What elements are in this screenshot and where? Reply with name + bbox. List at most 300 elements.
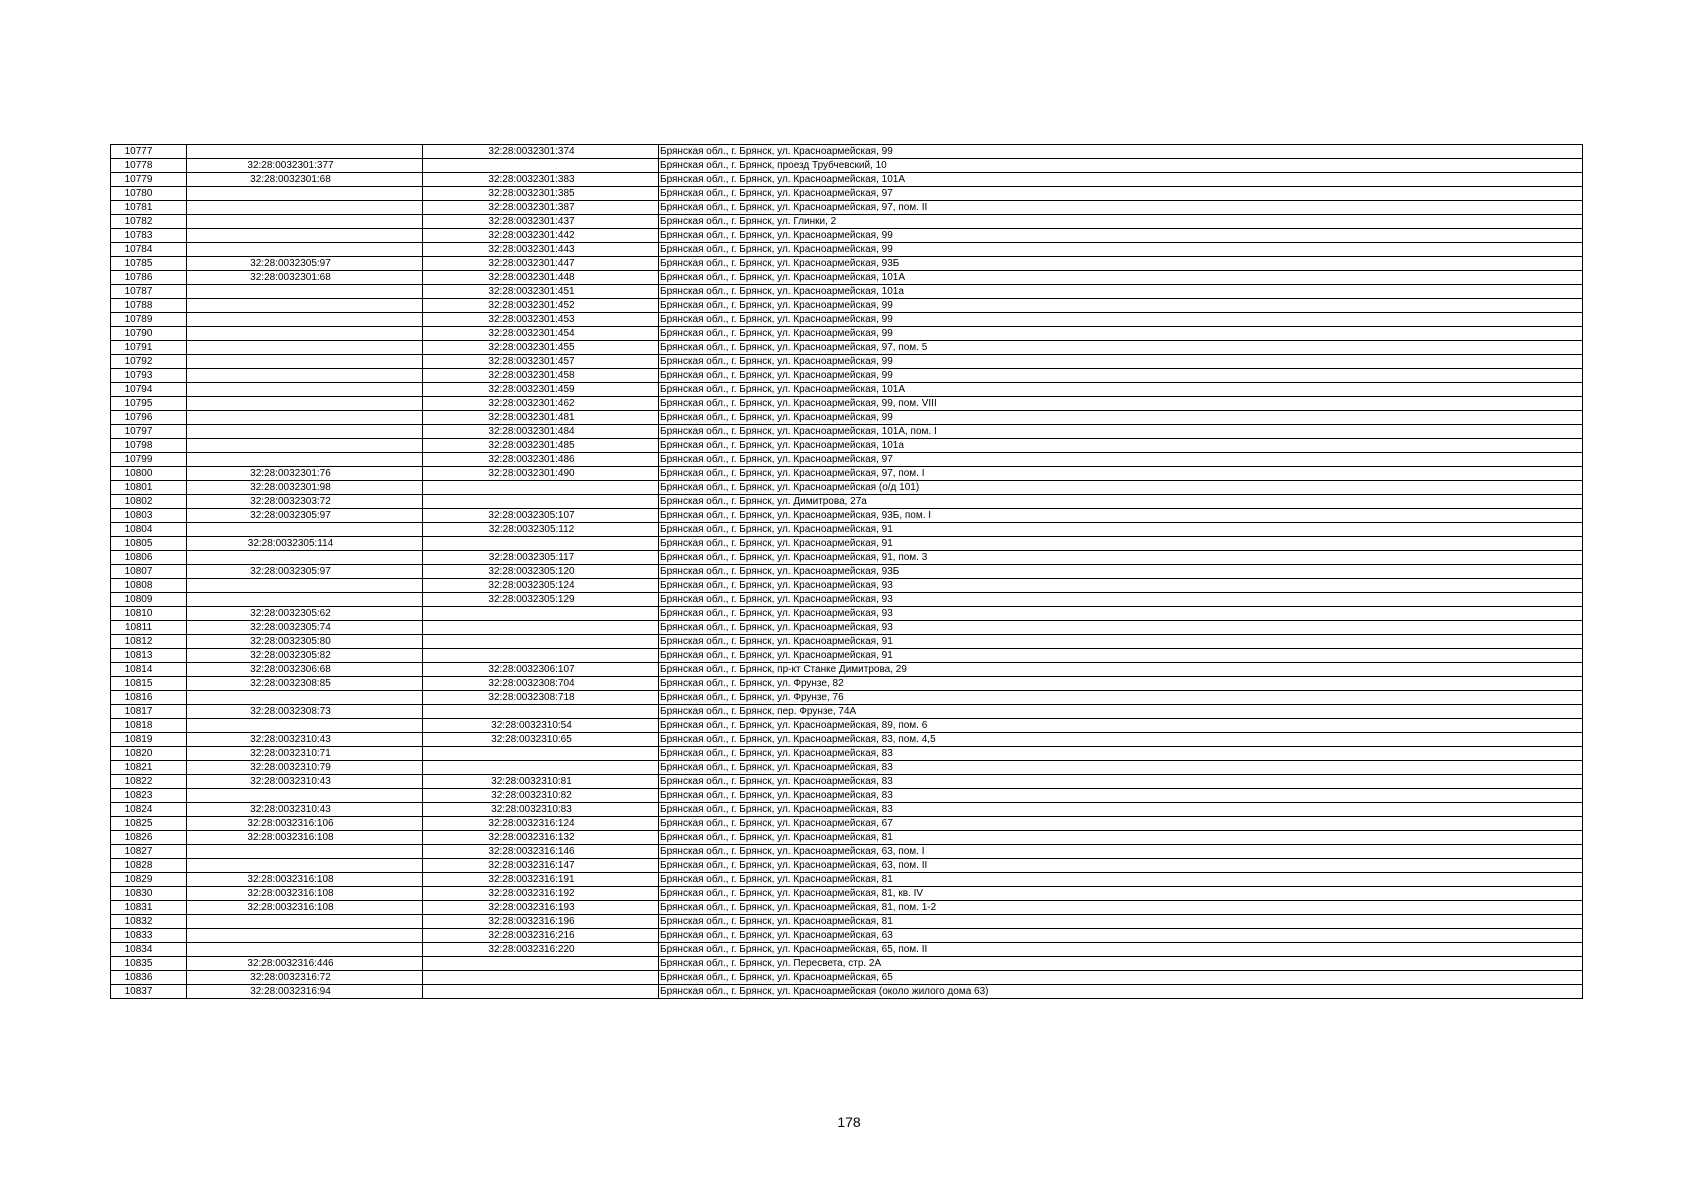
cadastral-number-cell: 32:28:0032316:216 xyxy=(423,929,659,943)
parent-cadastral-number-cell: 32:28:0032310:43 xyxy=(187,803,423,817)
row-number-cell: 10792 xyxy=(111,355,187,369)
address-cell: Брянская обл., г. Брянск, ул. Красноармейская, 97 xyxy=(659,187,1583,201)
cadastral-number-cell: 32:28:0032305:112 xyxy=(423,523,659,537)
address-cell: Брянская обл., г. Брянск, проезд Трубчевский, 10 xyxy=(659,159,1583,173)
cadastral-number-cell: 32:28:0032316:193 xyxy=(423,901,659,915)
cadastral-number-cell: 32:28:0032316:191 xyxy=(423,873,659,887)
address-cell: Брянская обл., г. Брянск, ул. Красноармейская, 81 xyxy=(659,831,1583,845)
parent-cadastral-number-cell: 32:28:0032316:108 xyxy=(187,887,423,901)
address-cell: Брянская обл., г. Брянск, ул. Красноармейская, 83 xyxy=(659,803,1583,817)
row-number-cell: 10810 xyxy=(111,607,187,621)
row-number-cell: 10801 xyxy=(111,481,187,495)
parent-cadastral-number-cell xyxy=(187,551,423,565)
table-row xyxy=(111,411,1583,425)
table-row xyxy=(111,467,1583,481)
address-cell: Брянская обл., г. Брянск, ул. Красноармейская, 93 xyxy=(659,607,1583,621)
address-cell: Брянская обл., г. Брянск, ул. Глинки, 2 xyxy=(659,215,1583,229)
row-number-cell: 10785 xyxy=(111,257,187,271)
parent-cadastral-number-cell xyxy=(187,453,423,467)
address-cell: Брянская обл., г. Брянск, ул. Красноармейская, 97, пом. I xyxy=(659,467,1583,481)
address-cell: Брянская обл., г. Брянск, пер. Фрунзе, 74А xyxy=(659,705,1583,719)
row-number-cell: 10800 xyxy=(111,467,187,481)
table-row xyxy=(111,229,1583,243)
cadastral-number-cell: 32:28:0032305:124 xyxy=(423,579,659,593)
address-cell: Брянская обл., г. Брянск, ул. Красноармейская, 99 xyxy=(659,369,1583,383)
table-row xyxy=(111,761,1583,775)
address-cell: Брянская обл., г. Брянск, ул. Красноармейская, 65 xyxy=(659,971,1583,985)
cadastral-number-cell: 32:28:0032301:385 xyxy=(423,187,659,201)
row-number-cell: 10808 xyxy=(111,579,187,593)
parent-cadastral-number-cell xyxy=(187,201,423,215)
address-cell: Брянская обл., г. Брянск, ул. Красноармейская, 99 xyxy=(659,299,1583,313)
table-row xyxy=(111,733,1583,747)
row-number-cell: 10817 xyxy=(111,705,187,719)
row-number-cell: 10778 xyxy=(111,159,187,173)
row-number-cell: 10798 xyxy=(111,439,187,453)
table-row xyxy=(111,173,1583,187)
cadastral-number-cell: 32:28:0032305:117 xyxy=(423,551,659,565)
cadastral-number-cell: 32:28:0032301:484 xyxy=(423,425,659,439)
cadastral-number-cell: 32:28:0032301:485 xyxy=(423,439,659,453)
row-number-cell: 10809 xyxy=(111,593,187,607)
table-row xyxy=(111,537,1583,551)
address-cell: Брянская обл., г. Брянск, ул. Красноармейская, 99 xyxy=(659,229,1583,243)
parent-cadastral-number-cell: 32:28:0032305:97 xyxy=(187,565,423,579)
parent-cadastral-number-cell xyxy=(187,327,423,341)
row-number-cell: 10793 xyxy=(111,369,187,383)
cadastral-number-cell: 32:28:0032316:124 xyxy=(423,817,659,831)
row-number-cell: 10835 xyxy=(111,957,187,971)
cadastral-number-cell xyxy=(423,957,659,971)
row-number-cell: 10804 xyxy=(111,523,187,537)
address-cell: Брянская обл., г. Брянск, пр-кт Станке Димитрова, 29 xyxy=(659,663,1583,677)
row-number-cell: 10815 xyxy=(111,677,187,691)
parent-cadastral-number-cell: 32:28:0032305:62 xyxy=(187,607,423,621)
parent-cadastral-number-cell xyxy=(187,369,423,383)
address-cell: Брянская обл., г. Брянск, ул. Красноармейская, 93 xyxy=(659,593,1583,607)
address-cell: Брянская обл., г. Брянск, ул. Красноармейская, 91 xyxy=(659,649,1583,663)
table-row xyxy=(111,215,1583,229)
row-number-cell: 10788 xyxy=(111,299,187,313)
cadastral-number-cell: 32:28:0032305:129 xyxy=(423,593,659,607)
address-cell: Брянская обл., г. Брянск, ул. Красноармейская, 99 xyxy=(659,313,1583,327)
table-row xyxy=(111,831,1583,845)
row-number-cell: 10790 xyxy=(111,327,187,341)
row-number-cell: 10836 xyxy=(111,971,187,985)
table-row xyxy=(111,803,1583,817)
cadastral-number-cell: 32:28:0032301:481 xyxy=(423,411,659,425)
cadastral-number-cell xyxy=(423,747,659,761)
address-cell: Брянская обл., г. Брянск, ул. Красноармейская, 91, пом. 3 xyxy=(659,551,1583,565)
cadastral-number-cell: 32:28:0032301:462 xyxy=(423,397,659,411)
parent-cadastral-number-cell xyxy=(187,383,423,397)
table-row xyxy=(111,971,1583,985)
address-cell: Брянская обл., г. Брянск, ул. Красноармейская, 83, пом. 4,5 xyxy=(659,733,1583,747)
table-row xyxy=(111,187,1583,201)
table-row xyxy=(111,789,1583,803)
cadastral-number-cell: 32:28:0032301:443 xyxy=(423,243,659,257)
table-row xyxy=(111,901,1583,915)
cadastral-number-cell xyxy=(423,635,659,649)
cadastral-number-cell: 32:28:0032301:459 xyxy=(423,383,659,397)
row-number-cell: 10822 xyxy=(111,775,187,789)
table-row xyxy=(111,775,1583,789)
cadastral-number-cell: 32:28:0032310:82 xyxy=(423,789,659,803)
parent-cadastral-number-cell: 32:28:0032310:43 xyxy=(187,733,423,747)
table-row xyxy=(111,369,1583,383)
parent-cadastral-number-cell: 32:28:0032316:108 xyxy=(187,901,423,915)
parent-cadastral-number-cell: 32:28:0032308:73 xyxy=(187,705,423,719)
parent-cadastral-number-cell: 32:28:0032316:106 xyxy=(187,817,423,831)
parent-cadastral-number-cell xyxy=(187,579,423,593)
row-number-cell: 10806 xyxy=(111,551,187,565)
cadastral-number-cell: 32:28:0032301:490 xyxy=(423,467,659,481)
table-row xyxy=(111,243,1583,257)
table-row xyxy=(111,929,1583,943)
cadastral-number-cell: 32:28:0032301:453 xyxy=(423,313,659,327)
parent-cadastral-number-cell: 32:28:0032305:74 xyxy=(187,621,423,635)
cadastral-number-cell xyxy=(423,985,659,999)
address-cell: Брянская обл., г. Брянск, ул. Красноармейская, 99 xyxy=(659,243,1583,257)
table-row xyxy=(111,663,1583,677)
parent-cadastral-number-cell xyxy=(187,859,423,873)
address-cell: Брянская обл., г. Брянск, ул. Красноармейская, 91 xyxy=(659,635,1583,649)
parent-cadastral-number-cell xyxy=(187,187,423,201)
parent-cadastral-number-cell: 32:28:0032303:72 xyxy=(187,495,423,509)
table-row xyxy=(111,201,1583,215)
row-number-cell: 10837 xyxy=(111,985,187,999)
row-number-cell: 10781 xyxy=(111,201,187,215)
row-number-cell: 10824 xyxy=(111,803,187,817)
cadastral-number-cell: 32:28:0032316:196 xyxy=(423,915,659,929)
address-cell: Брянская обл., г. Брянск, ул. Красноармейская, 83 xyxy=(659,747,1583,761)
parent-cadastral-number-cell xyxy=(187,943,423,957)
table-row xyxy=(111,747,1583,761)
row-number-cell: 10777 xyxy=(111,145,187,159)
cadastral-number-cell: 32:28:0032316:192 xyxy=(423,887,659,901)
cadastral-number-cell: 32:28:0032301:458 xyxy=(423,369,659,383)
parent-cadastral-number-cell: 32:28:0032305:80 xyxy=(187,635,423,649)
address-cell: Брянская обл., г. Брянск, ул. Красноармейская, 93Б xyxy=(659,257,1583,271)
row-number-cell: 10831 xyxy=(111,901,187,915)
parent-cadastral-number-cell: 32:28:0032316:108 xyxy=(187,831,423,845)
cadastral-number-cell: 32:28:0032306:107 xyxy=(423,663,659,677)
parent-cadastral-number-cell: 32:28:0032316:446 xyxy=(187,957,423,971)
table-row xyxy=(111,957,1583,971)
parent-cadastral-number-cell xyxy=(187,593,423,607)
table-row xyxy=(111,509,1583,523)
parent-cadastral-number-cell xyxy=(187,145,423,159)
parent-cadastral-number-cell xyxy=(187,299,423,313)
row-number-cell: 10830 xyxy=(111,887,187,901)
row-number-cell: 10820 xyxy=(111,747,187,761)
cadastral-number-cell: 32:28:0032305:107 xyxy=(423,509,659,523)
table-row xyxy=(111,915,1583,929)
row-number-cell: 10813 xyxy=(111,649,187,663)
row-number-cell: 10799 xyxy=(111,453,187,467)
parent-cadastral-number-cell xyxy=(187,313,423,327)
table-row xyxy=(111,439,1583,453)
parent-cadastral-number-cell xyxy=(187,229,423,243)
row-number-cell: 10805 xyxy=(111,537,187,551)
parent-cadastral-number-cell xyxy=(187,341,423,355)
cadastral-number-cell: 32:28:0032316:132 xyxy=(423,831,659,845)
address-cell: Брянская обл., г. Брянск, ул. Красноармейская (около жилого дома 63) xyxy=(659,985,1583,999)
cadastral-number-cell: 32:28:0032310:81 xyxy=(423,775,659,789)
cadastral-number-cell xyxy=(423,495,659,509)
table-row xyxy=(111,453,1583,467)
parent-cadastral-number-cell: 32:28:0032305:114 xyxy=(187,537,423,551)
parent-cadastral-number-cell: 32:28:0032308:85 xyxy=(187,677,423,691)
address-cell: Брянская обл., г. Брянск, ул. Пересвета, стр. 2А xyxy=(659,957,1583,971)
parent-cadastral-number-cell xyxy=(187,789,423,803)
table-row xyxy=(111,355,1583,369)
address-cell: Брянская обл., г. Брянск, ул. Красноармейская, 97, пом. II xyxy=(659,201,1583,215)
row-number-cell: 10787 xyxy=(111,285,187,299)
cadastral-number-cell: 32:28:0032301:437 xyxy=(423,215,659,229)
cadastral-number-cell xyxy=(423,621,659,635)
cadastral-number-cell xyxy=(423,159,659,173)
address-cell: Брянская обл., г. Брянск, ул. Красноармейская, 65, пом. II xyxy=(659,943,1583,957)
cadastral-number-cell xyxy=(423,649,659,663)
parent-cadastral-number-cell xyxy=(187,215,423,229)
cadastral-number-cell: 32:28:0032310:65 xyxy=(423,733,659,747)
address-cell: Брянская обл., г. Брянск, ул. Красноармейская, 101а xyxy=(659,439,1583,453)
table-row xyxy=(111,649,1583,663)
parent-cadastral-number-cell xyxy=(187,439,423,453)
address-cell: Брянская обл., г. Брянск, ул. Красноармейская, 81, пом. 1-2 xyxy=(659,901,1583,915)
table-row xyxy=(111,635,1583,649)
cadastral-number-cell: 32:28:0032301:454 xyxy=(423,327,659,341)
row-number-cell: 10811 xyxy=(111,621,187,635)
address-cell: Брянская обл., г. Брянск, ул. Красноармейская, 97 xyxy=(659,453,1583,467)
row-number-cell: 10832 xyxy=(111,915,187,929)
cadastral-number-cell: 32:28:0032316:146 xyxy=(423,845,659,859)
row-number-cell: 10784 xyxy=(111,243,187,257)
cadastral-number-cell xyxy=(423,971,659,985)
address-cell: Брянская обл., г. Брянск, ул. Красноармейская, 89, пом. 6 xyxy=(659,719,1583,733)
address-cell: Брянская обл., г. Брянск, ул. Красноармейская, 99 xyxy=(659,145,1583,159)
table-row xyxy=(111,859,1583,873)
table-row xyxy=(111,425,1583,439)
parent-cadastral-number-cell xyxy=(187,411,423,425)
table-row xyxy=(111,341,1583,355)
table-row xyxy=(111,383,1583,397)
page-number: 178 xyxy=(837,1114,861,1130)
table-row xyxy=(111,271,1583,285)
parent-cadastral-number-cell: 32:28:0032305:97 xyxy=(187,257,423,271)
table-row xyxy=(111,257,1583,271)
parent-cadastral-number-cell: 32:28:0032305:97 xyxy=(187,509,423,523)
parent-cadastral-number-cell xyxy=(187,915,423,929)
row-number-cell: 10823 xyxy=(111,789,187,803)
data-table xyxy=(110,144,1583,999)
address-cell: Брянская обл., г. Брянск, ул. Красноармейская, 99 xyxy=(659,327,1583,341)
parent-cadastral-number-cell xyxy=(187,397,423,411)
parent-cadastral-number-cell xyxy=(187,691,423,705)
cadastral-number-cell: 32:28:0032301:448 xyxy=(423,271,659,285)
address-cell: Брянская обл., г. Брянск, ул. Красноармейская, 63, пом. II xyxy=(659,859,1583,873)
table-row xyxy=(111,565,1583,579)
table-row xyxy=(111,719,1583,733)
table-row xyxy=(111,481,1583,495)
address-cell: Брянская обл., г. Брянск, ул. Красноармейская, 91 xyxy=(659,523,1583,537)
row-number-cell: 10803 xyxy=(111,509,187,523)
address-cell: Брянская обл., г. Брянск, ул. Красноармейская, 81 xyxy=(659,915,1583,929)
address-cell: Брянская обл., г. Брянск, ул. Красноармейская, 83 xyxy=(659,789,1583,803)
row-number-cell: 10812 xyxy=(111,635,187,649)
address-cell: Брянская обл., г. Брянск, ул. Красноармейская, 83 xyxy=(659,761,1583,775)
table-row xyxy=(111,579,1583,593)
table-row xyxy=(111,691,1583,705)
row-number-cell: 10795 xyxy=(111,397,187,411)
row-number-cell: 10783 xyxy=(111,229,187,243)
row-number-cell: 10791 xyxy=(111,341,187,355)
cadastral-number-cell: 32:28:0032301:486 xyxy=(423,453,659,467)
address-cell: Брянская обл., г. Брянск, ул. Красноармейская, 99 xyxy=(659,355,1583,369)
table-row xyxy=(111,607,1583,621)
parent-cadastral-number-cell: 32:28:0032310:79 xyxy=(187,761,423,775)
parent-cadastral-number-cell: 32:28:0032306:68 xyxy=(187,663,423,677)
parent-cadastral-number-cell xyxy=(187,285,423,299)
address-cell: Брянская обл., г. Брянск, ул. Фрунзе, 76 xyxy=(659,691,1583,705)
address-cell: Брянская обл., г. Брянск, ул. Красноармейская, 63, пом. I xyxy=(659,845,1583,859)
row-number-cell: 10827 xyxy=(111,845,187,859)
row-number-cell: 10825 xyxy=(111,817,187,831)
address-cell: Брянская обл., г. Брянск, ул. Красноармейская, 93Б, пом. I xyxy=(659,509,1583,523)
cadastral-number-cell: 32:28:0032310:83 xyxy=(423,803,659,817)
address-cell: Брянская обл., г. Брянск, ул. Красноармейская, 67 xyxy=(659,817,1583,831)
parent-cadastral-number-cell: 32:28:0032316:94 xyxy=(187,985,423,999)
row-number-cell: 10802 xyxy=(111,495,187,509)
parent-cadastral-number-cell: 32:28:0032301:98 xyxy=(187,481,423,495)
address-cell: Брянская обл., г. Брянск, ул. Красноармейская, 99 xyxy=(659,411,1583,425)
address-cell: Брянская обл., г. Брянск, ул. Красноармейская, 101А xyxy=(659,173,1583,187)
row-number-cell: 10816 xyxy=(111,691,187,705)
address-cell: Брянская обл., г. Брянск, ул. Красноармейская, 91 xyxy=(659,537,1583,551)
parent-cadastral-number-cell xyxy=(187,523,423,537)
table-row xyxy=(111,985,1583,999)
table-row xyxy=(111,397,1583,411)
parent-cadastral-number-cell: 32:28:0032310:43 xyxy=(187,775,423,789)
table-row xyxy=(111,145,1583,159)
cadastral-number-cell: 32:28:0032301:387 xyxy=(423,201,659,215)
cadastral-number-cell: 32:28:0032305:120 xyxy=(423,565,659,579)
row-number-cell: 10779 xyxy=(111,173,187,187)
table-row xyxy=(111,943,1583,957)
parent-cadastral-number-cell xyxy=(187,243,423,257)
cadastral-number-cell: 32:28:0032308:718 xyxy=(423,691,659,705)
address-cell: Брянская обл., г. Брянск, ул. Димитрова, 27а xyxy=(659,495,1583,509)
address-cell: Брянская обл., г. Брянск, ул. Красноармейская, 101А xyxy=(659,271,1583,285)
cadastral-number-cell: 32:28:0032301:455 xyxy=(423,341,659,355)
table-body xyxy=(111,145,1583,999)
row-number-cell: 10814 xyxy=(111,663,187,677)
parent-cadastral-number-cell: 32:28:0032301:68 xyxy=(187,173,423,187)
parent-cadastral-number-cell: 32:28:0032316:72 xyxy=(187,971,423,985)
address-cell: Брянская обл., г. Брянск, ул. Красноармейская, 93Б xyxy=(659,565,1583,579)
address-cell: Брянская обл., г. Брянск, ул. Красноармейская, 101а xyxy=(659,285,1583,299)
table-row xyxy=(111,887,1583,901)
cadastral-number-cell: 32:28:0032310:54 xyxy=(423,719,659,733)
address-cell: Брянская обл., г. Брянск, ул. Фрунзе, 82 xyxy=(659,677,1583,691)
parent-cadastral-number-cell xyxy=(187,355,423,369)
row-number-cell: 10828 xyxy=(111,859,187,873)
row-number-cell: 10794 xyxy=(111,383,187,397)
address-cell: Брянская обл., г. Брянск, ул. Красноармейская, 81, кв. IV xyxy=(659,887,1583,901)
row-number-cell: 10807 xyxy=(111,565,187,579)
row-number-cell: 10818 xyxy=(111,719,187,733)
parent-cadastral-number-cell: 32:28:0032301:76 xyxy=(187,467,423,481)
cadastral-number-cell: 32:28:0032301:457 xyxy=(423,355,659,369)
cadastral-number-cell: 32:28:0032301:451 xyxy=(423,285,659,299)
table-row xyxy=(111,327,1583,341)
table-row xyxy=(111,677,1583,691)
row-number-cell: 10819 xyxy=(111,733,187,747)
cadastral-number-cell: 32:28:0032316:220 xyxy=(423,943,659,957)
table-row xyxy=(111,159,1583,173)
address-cell: Брянская обл., г. Брянск, ул. Красноармейская, 81 xyxy=(659,873,1583,887)
address-cell: Брянская обл., г. Брянск, ул. Красноармейская, 93 xyxy=(659,621,1583,635)
parent-cadastral-number-cell: 32:28:0032316:108 xyxy=(187,873,423,887)
cadastral-number-cell xyxy=(423,607,659,621)
table-row xyxy=(111,299,1583,313)
row-number-cell: 10780 xyxy=(111,187,187,201)
row-number-cell: 10796 xyxy=(111,411,187,425)
address-cell: Брянская обл., г. Брянск, ул. Красноармейская, 99, пом. VIII xyxy=(659,397,1583,411)
cadastral-number-cell: 32:28:0032301:452 xyxy=(423,299,659,313)
table-row xyxy=(111,285,1583,299)
address-cell: Брянская обл., г. Брянск, ул. Красноармейская, 97, пом. 5 xyxy=(659,341,1583,355)
table-row xyxy=(111,817,1583,831)
parent-cadastral-number-cell: 32:28:0032301:68 xyxy=(187,271,423,285)
cadastral-number-cell: 32:28:0032308:704 xyxy=(423,677,659,691)
parent-cadastral-number-cell: 32:28:0032301:377 xyxy=(187,159,423,173)
address-cell: Брянская обл., г. Брянск, ул. Красноармейская, 63 xyxy=(659,929,1583,943)
row-number-cell: 10797 xyxy=(111,425,187,439)
cadastral-number-cell: 32:28:0032301:447 xyxy=(423,257,659,271)
cadastral-number-cell xyxy=(423,705,659,719)
address-cell: Брянская обл., г. Брянск, ул. Красноармейская, 93 xyxy=(659,579,1583,593)
address-cell: Брянская обл., г. Брянск, ул. Красноармейская, 83 xyxy=(659,775,1583,789)
table-row xyxy=(111,523,1583,537)
row-number-cell: 10826 xyxy=(111,831,187,845)
cadastral-number-cell: 32:28:0032301:374 xyxy=(423,145,659,159)
parent-cadastral-number-cell: 32:28:0032310:71 xyxy=(187,747,423,761)
address-cell: Брянская обл., г. Брянск, ул. Красноармейская, 101А, пом. I xyxy=(659,425,1583,439)
cadastral-number-cell xyxy=(423,537,659,551)
row-number-cell: 10834 xyxy=(111,943,187,957)
table-row xyxy=(111,495,1583,509)
cadastral-number-cell: 32:28:0032301:442 xyxy=(423,229,659,243)
cadastral-number-cell: 32:28:0032316:147 xyxy=(423,859,659,873)
row-number-cell: 10789 xyxy=(111,313,187,327)
address-cell: Брянская обл., г. Брянск, ул. Красноармейская, 101А xyxy=(659,383,1583,397)
cadastral-number-cell: 32:28:0032301:383 xyxy=(423,173,659,187)
row-number-cell: 10821 xyxy=(111,761,187,775)
row-number-cell: 10786 xyxy=(111,271,187,285)
parent-cadastral-number-cell xyxy=(187,425,423,439)
row-number-cell: 10833 xyxy=(111,929,187,943)
table-row xyxy=(111,621,1583,635)
table-row xyxy=(111,845,1583,859)
parent-cadastral-number-cell: 32:28:0032305:82 xyxy=(187,649,423,663)
parent-cadastral-number-cell xyxy=(187,929,423,943)
cadastral-number-cell xyxy=(423,481,659,495)
row-number-cell: 10782 xyxy=(111,215,187,229)
cadastral-number-cell xyxy=(423,761,659,775)
parent-cadastral-number-cell xyxy=(187,719,423,733)
